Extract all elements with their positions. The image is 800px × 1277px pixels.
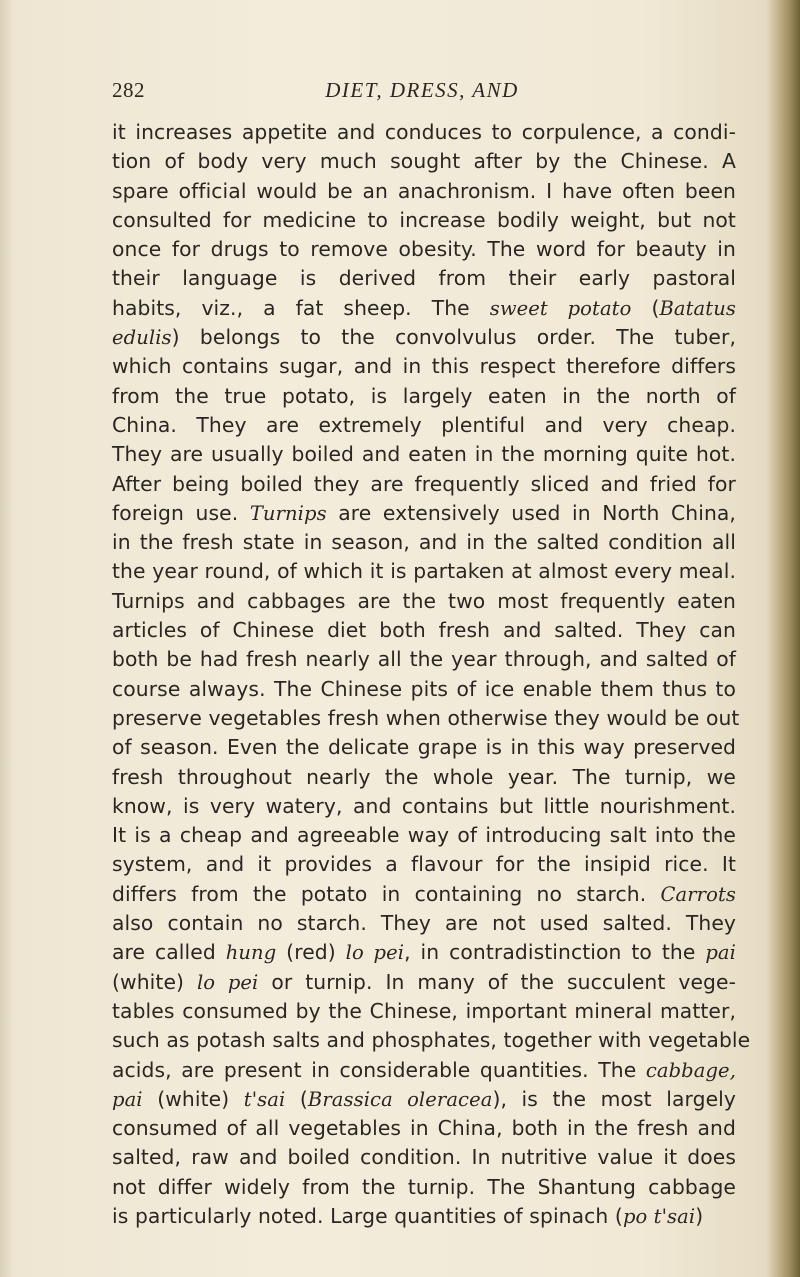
text-run: habits, viz., a fat sheep. The bbox=[112, 295, 490, 320]
text-run: consumed of all vegetables in China, both in the fresh and bbox=[112, 1116, 736, 1141]
text-line bbox=[112, 938, 736, 967]
text-run: spare official would be an anachronism. I have often been bbox=[112, 178, 736, 203]
text-run: (white) bbox=[112, 969, 197, 994]
body-paragraph bbox=[112, 118, 751, 1231]
text-line bbox=[112, 763, 736, 792]
text-line bbox=[112, 264, 736, 293]
text-line bbox=[112, 411, 736, 440]
italic-term: edulis bbox=[112, 326, 172, 350]
italic-term: sweet potato bbox=[489, 296, 632, 320]
text-run: foreign use. bbox=[112, 500, 250, 525]
italic-term: cabbage, bbox=[645, 1058, 736, 1082]
text-line bbox=[112, 352, 736, 381]
text-run: once for drugs to remove obesity. The word for beauty in bbox=[112, 237, 736, 262]
text-line bbox=[112, 147, 736, 176]
text-line bbox=[112, 557, 736, 586]
text-run: consulted for medicine to increase bodily weight, but not bbox=[112, 207, 736, 232]
text-run: their language is derived from their early pastoral bbox=[112, 266, 736, 291]
text-line bbox=[112, 440, 736, 469]
text-run: salted, raw and boiled condition. In nutritive value it does bbox=[112, 1145, 736, 1170]
text-run: know, is very watery, and contains but little nourishment. bbox=[112, 793, 736, 818]
text-run: tables consumed by the Chinese, important mineral matter, bbox=[112, 998, 736, 1023]
text-run: articles of Chinese diet both fresh and salted. They can bbox=[112, 618, 736, 643]
text-line bbox=[112, 177, 736, 206]
text-run: China. They are extremely plentiful and very cheap. bbox=[112, 412, 736, 437]
text-line bbox=[112, 382, 736, 411]
text-run: system, and it provides a flavour for the insipid rice. It bbox=[112, 852, 736, 877]
text-run: (red) bbox=[276, 940, 346, 965]
italic-term: pai bbox=[112, 1087, 143, 1111]
text-run: is particularly noted. Large quantities of spinach ( bbox=[112, 1203, 623, 1228]
text-run: ), is the most largely bbox=[492, 1086, 736, 1111]
running-head: DIET, DRESS, AND bbox=[325, 78, 519, 102]
text-line bbox=[112, 704, 740, 733]
text-run: It is a cheap and agreeable way of introducing salt into the bbox=[112, 823, 736, 848]
text-run: ( bbox=[631, 295, 660, 320]
page-gutter-shadow bbox=[0, 0, 14, 1277]
text-line bbox=[112, 1173, 736, 1202]
text-line bbox=[112, 1026, 751, 1055]
italic-term: Batatus bbox=[659, 296, 736, 320]
text-run: ( bbox=[285, 1086, 308, 1111]
text-line bbox=[112, 1056, 736, 1085]
text-line bbox=[112, 1202, 736, 1231]
italic-term: po t'sai bbox=[622, 1204, 696, 1228]
text-run: , in contradistinction to the bbox=[404, 940, 706, 965]
text-line bbox=[112, 528, 736, 557]
text-run: not differ widely from the turnip. The Shantung cabbage bbox=[112, 1174, 736, 1199]
text-line bbox=[112, 675, 736, 704]
text-run: fresh throughout nearly the whole year. The turnip, we bbox=[112, 764, 736, 789]
text-run: or turnip. In many of the succulent vege- bbox=[258, 969, 736, 994]
text-line bbox=[112, 792, 736, 821]
text-line bbox=[112, 1085, 736, 1114]
text-run: in the fresh state in season, and in the salted condition all bbox=[112, 530, 736, 555]
text-line bbox=[112, 294, 736, 323]
text-run: After being boiled they are frequently sliced and fried for bbox=[112, 471, 736, 496]
page-header bbox=[112, 78, 732, 108]
text-run: course always. The Chinese pits of ice enable them thus to bbox=[112, 676, 736, 701]
text-line bbox=[112, 470, 736, 499]
page-number: 282 bbox=[112, 78, 145, 102]
italic-term: pai bbox=[705, 941, 736, 965]
text-line bbox=[112, 616, 736, 645]
italic-term: Turnips bbox=[249, 501, 327, 525]
page-edge-shadow bbox=[766, 0, 800, 1277]
text-run: tion of body very much sought after by the Chinese. A bbox=[112, 149, 736, 174]
text-line bbox=[112, 880, 736, 909]
text-run: both be had fresh nearly all the year through, and salted of bbox=[112, 647, 736, 672]
text-run: such as potash salts and phosphates, together with vegetable bbox=[112, 1028, 751, 1053]
italic-term: t'sai bbox=[243, 1087, 286, 1111]
italic-term: lo pei bbox=[345, 941, 405, 965]
text-run: differs from the potato in containing no starch. bbox=[112, 881, 661, 906]
text-line bbox=[112, 909, 736, 938]
text-line bbox=[112, 206, 736, 235]
text-run: from the true potato, is largely eaten in the north of bbox=[112, 383, 736, 408]
text-run: preserve vegetables fresh when otherwise they would be out bbox=[112, 705, 740, 730]
text-line bbox=[112, 821, 736, 850]
text-run: it increases appetite and conduces to corpulence, a condi- bbox=[112, 120, 736, 144]
text-line bbox=[112, 118, 736, 147]
text-run: also contain no starch. They are not used salted. They bbox=[112, 911, 736, 936]
text-line bbox=[112, 645, 736, 674]
text-run: are extensively used in North China, bbox=[326, 500, 736, 525]
text-run: Turnips and cabbages are the two most frequently eaten bbox=[112, 588, 736, 613]
text-run: They are usually boiled and eaten in the morning quite hot. bbox=[112, 442, 736, 467]
text-line bbox=[112, 587, 736, 616]
text-run: acids, are present in considerable quantities. The bbox=[112, 1057, 646, 1082]
text-run: ) bbox=[695, 1203, 704, 1228]
text-run: are called bbox=[112, 940, 226, 965]
text-line bbox=[112, 1114, 736, 1143]
text-line bbox=[112, 499, 736, 528]
text-run: the year round, of which it is partaken at almost every meal. bbox=[112, 559, 736, 584]
text-line bbox=[112, 323, 736, 352]
text-line bbox=[112, 968, 736, 997]
text-line bbox=[112, 1143, 736, 1172]
text-run: ) belongs to the convolvulus order. The tuber, bbox=[171, 325, 736, 350]
text-line bbox=[112, 235, 736, 264]
text-line bbox=[112, 850, 736, 879]
text-run: of season. Even the delicate grape is in this way preserved bbox=[112, 735, 736, 760]
text-line bbox=[112, 997, 736, 1026]
italic-term: lo pei bbox=[196, 970, 259, 994]
text-line bbox=[112, 733, 736, 762]
text-run: (white) bbox=[142, 1086, 244, 1111]
italic-term: Carrots bbox=[660, 882, 736, 906]
italic-term: Brassica oleracea bbox=[307, 1087, 493, 1111]
text-run: which contains sugar, and in this respect therefore differs bbox=[112, 354, 736, 379]
italic-term: hung bbox=[225, 941, 277, 965]
